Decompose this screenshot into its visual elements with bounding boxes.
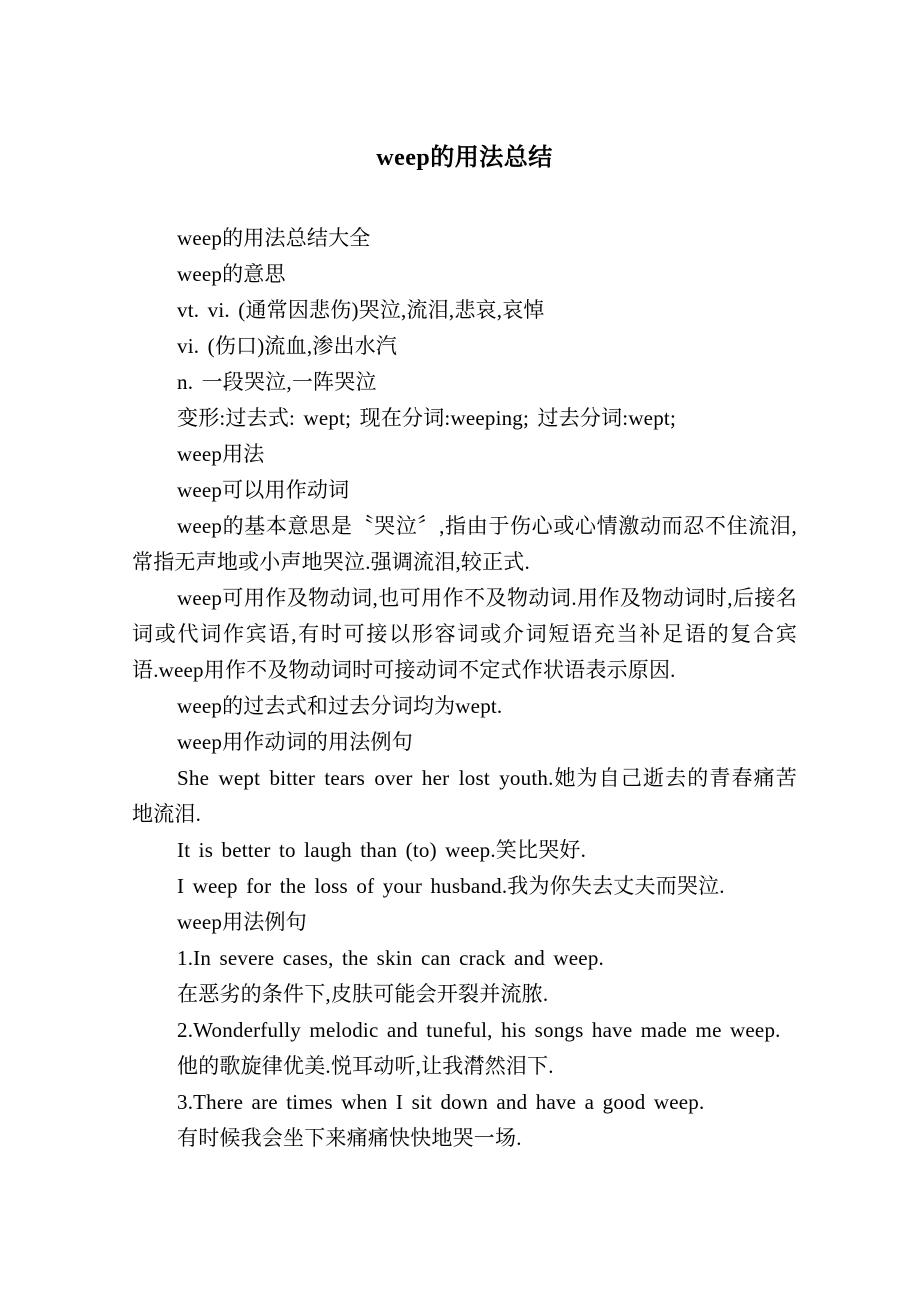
- paragraph: weep的过去式和过去分词均为wept.: [177, 694, 503, 718]
- paragraph: 变形:过去式: wept; 现在分词:weeping; 过去分词:wept;: [177, 406, 676, 430]
- document-title: weep的用法总结: [376, 145, 553, 171]
- paragraph: It is better to laugh than (to) weep.笑比哭好.: [177, 838, 587, 862]
- paragraph: vi. (伤口)流血,渗出水汽: [177, 334, 398, 358]
- paragraph: weep用法例句: [177, 910, 307, 934]
- paragraph: 2.Wonderfully melodic and tuneful, his songs have made me weep.: [177, 1018, 781, 1042]
- paragraph: weep的意思: [177, 262, 286, 286]
- paragraph: 3.There are times when I sit down and have a good weep.: [177, 1090, 705, 1114]
- paragraph: weep的用法总结大全: [177, 226, 371, 250]
- paragraph: weep可用作及物动词,也可用作不及物动词.用作及物动词时,后接名词或代词作宾语,有时可接以形容词或介词短语充当补足语的复合宾语.weep用作不及物动词时可接动词不定式作状语表示原因.: [132, 586, 797, 682]
- paragraph: vt. vi. (通常因悲伤)哭泣,流泪,悲哀,哀悼: [177, 298, 545, 322]
- document-body: [132, 220, 797, 1156]
- paragraph: I weep for the loss of your husband.我为你失去丈夫而哭泣.: [177, 874, 725, 898]
- paragraph: weep用法: [177, 442, 265, 466]
- paragraph: weep的基本意思是〝哭泣〞,指由于伤心或心情激动而忍不住流泪,常指无声地或小声地哭泣.强调流泪,较正式.: [132, 514, 797, 574]
- paragraph: 有时候我会坐下来痛痛快快地哭一场.: [177, 1126, 522, 1150]
- paragraph: weep可以用作动词: [177, 478, 350, 502]
- paragraph: 在恶劣的条件下,皮肤可能会开裂并流脓.: [177, 982, 549, 1006]
- paragraph: She wept bitter tears over her lost youth.她为自己逝去的青春痛苦地流泪.: [132, 766, 797, 826]
- paragraph: 他的歌旋律优美.悦耳动听,让我潸然泪下.: [177, 1054, 554, 1078]
- paragraph: n. 一段哭泣,一阵哭泣: [177, 370, 377, 394]
- paragraph: 1.In severe cases, the skin can crack and weep.: [177, 946, 604, 970]
- paragraph: weep用作动词的用法例句: [177, 730, 413, 754]
